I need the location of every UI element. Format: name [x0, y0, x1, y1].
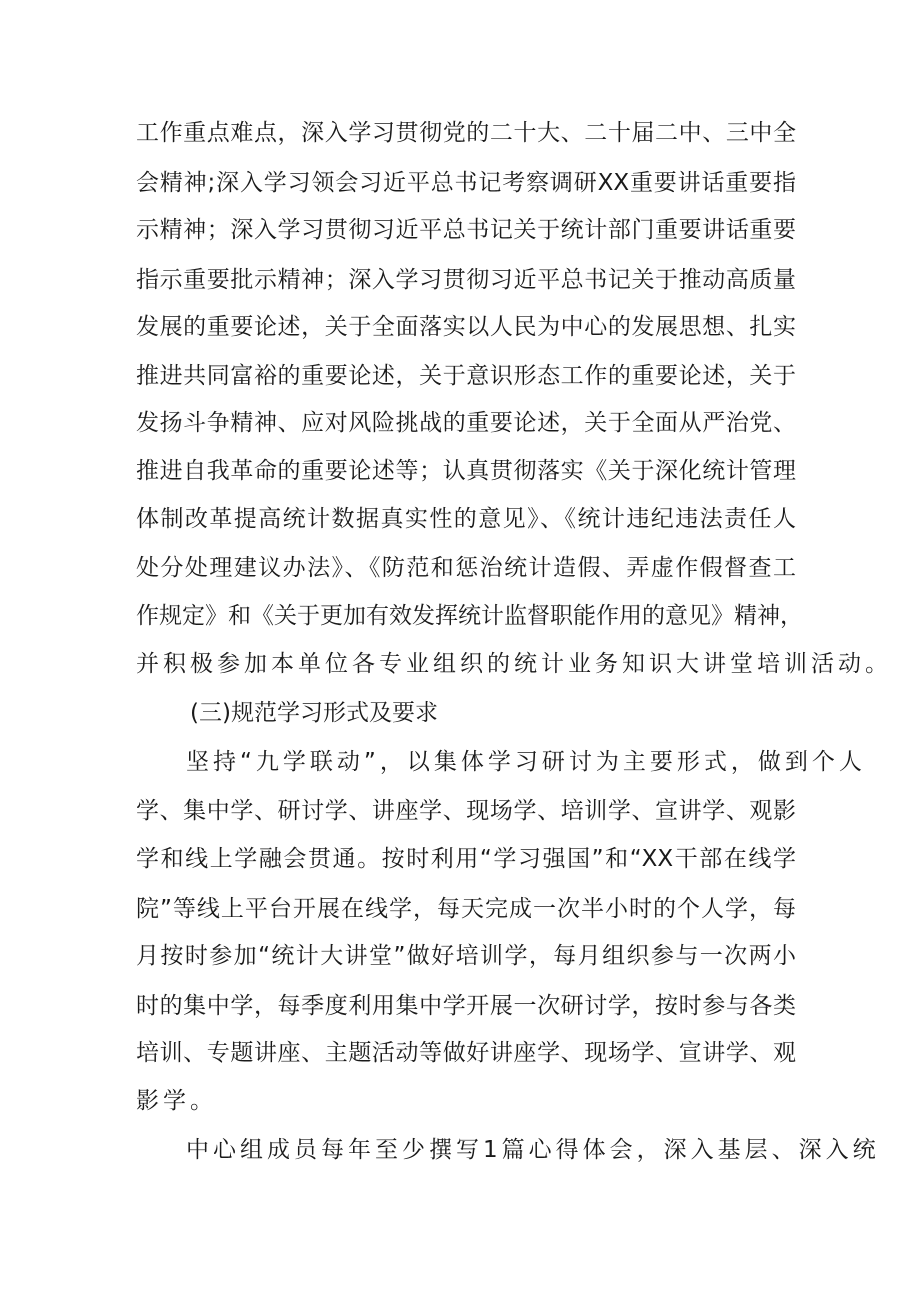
- body-text-line: 推进共同富裕的重要论述，关于意识形态工作的重要论述，关于: [136, 363, 796, 389]
- body-text-line: 时的集中学，每季度利用集中学开展一次研讨学，按时参与各类: [136, 993, 796, 1019]
- body-text-line: 培训、专题讲座、主题活动等做好讲座学、现场学、宣讲学、观: [136, 1040, 796, 1066]
- body-text-line: 作规定》和《关于更加有效发挥统计监督职能作用的意见》精神，: [136, 603, 803, 629]
- body-text-line: 并积极参加本单位各专业组织的统计业务知识大讲堂培训活动。: [136, 651, 892, 677]
- body-text-line: 工作重点难点，深入学习贯彻党的二十大、二十届二中、三中全: [136, 120, 796, 146]
- paragraph-first-line: 中心组成员每年至少撰写1篇心得体会，深入基层、深入统: [186, 1137, 880, 1163]
- body-text-line: 学、集中学、研讨学、讲座学、现场学、培训学、宣讲学、观影: [136, 798, 796, 824]
- body-text-line: 月按时参加“统计大讲堂”做好培训学，每月组织参与一次两小: [136, 943, 796, 969]
- paragraph-first-line: 坚持“九学联动”，以集体学习研讨为主要形式，做到个人: [186, 749, 866, 775]
- body-text-line: 发展的重要论述，关于全面落实以人民为中心的发展思想、扎实: [136, 314, 796, 340]
- body-text-line: 院”等线上平台开展在线学，每天完成一次半小时的个人学，每: [136, 896, 796, 922]
- body-text-line: 处分处理建议办法》、《防范和惩治统计造假、弄虚作假督查工: [136, 555, 796, 581]
- body-text-line: 体制改革提高统计数据真实性的意见》、《统计违纪违法责任人: [136, 506, 796, 532]
- body-text-line: 发扬斗争精神、应对风险挑战的重要论述，关于全面从严治党、: [136, 410, 796, 436]
- body-text-line: 指示重要批示精神；深入学习贯彻习近平总书记关于推动高质量: [136, 267, 796, 293]
- body-text-line: 示精神；深入学习贯彻习近平总书记关于统计部门重要讲话重要: [136, 217, 796, 243]
- section-heading: (三)规范学习形式及要求: [190, 700, 438, 726]
- body-text-line: 推进自我革命的重要论述等；认真贯彻落实《关于深化统计管理: [136, 458, 796, 484]
- body-text-line: 影学。: [136, 1088, 217, 1114]
- body-text-line: 学和线上学融会贯通。按时利用“学习强国”和“XX干部在线学: [136, 846, 796, 872]
- body-text-line: 会精神;深入学习领会习近平总书记考察调研XX重要讲话重要指: [136, 170, 796, 196]
